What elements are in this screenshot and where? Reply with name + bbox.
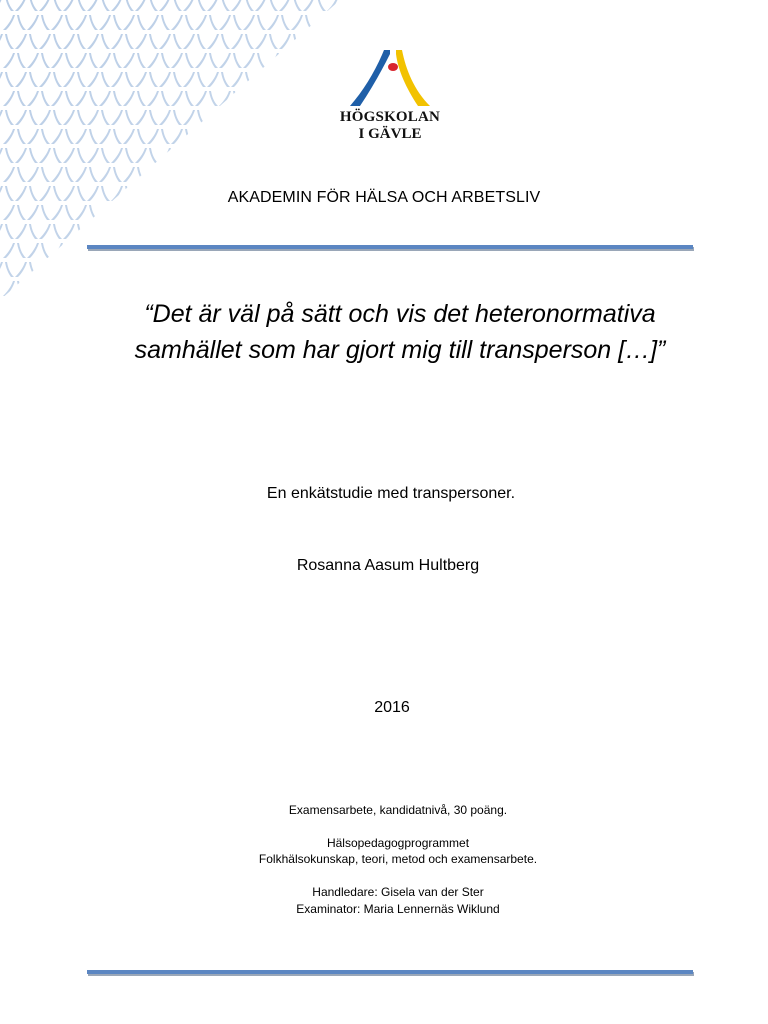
logo-text-line1: HÖGSKOLAN [339,109,441,125]
thesis-title-line2: samhället som har gjort mig till transperson […]” [134,336,666,364]
top-divider [87,245,693,249]
thesis-title-line1: “Det är väl på sätt och vis det heteronormativa [144,300,656,328]
programme-name: Hälsopedagogprogrammet [326,836,470,850]
author-name: Rosanna Aasum Hultberg [296,557,480,574]
bottom-divider [87,970,693,974]
thesis-title [100,296,700,368]
examiner: Examinator: Maria Lennernäs Wiklund [296,902,500,916]
publication-year: 2016 [374,699,410,716]
course-name: Folkhälsokunskap, teori, metod och examensarbete. [258,852,538,866]
faculty-name: AKADEMIN FÖR HÄLSA OCH ARBETSLIV [227,189,541,206]
logo-text-line2: I GÄVLE [358,126,422,142]
supervisor: Handledare: Gisela van der Ster [312,885,484,899]
thesis-subtitle: En enkätstudie med transpersoner. [266,485,516,502]
thesis-level: Examensarbete, kandidatnivå, 30 poäng. [288,803,508,817]
logo-mark-icon [348,48,432,108]
decorative-logo-pattern [0,0,340,300]
university-logo [330,48,450,144]
